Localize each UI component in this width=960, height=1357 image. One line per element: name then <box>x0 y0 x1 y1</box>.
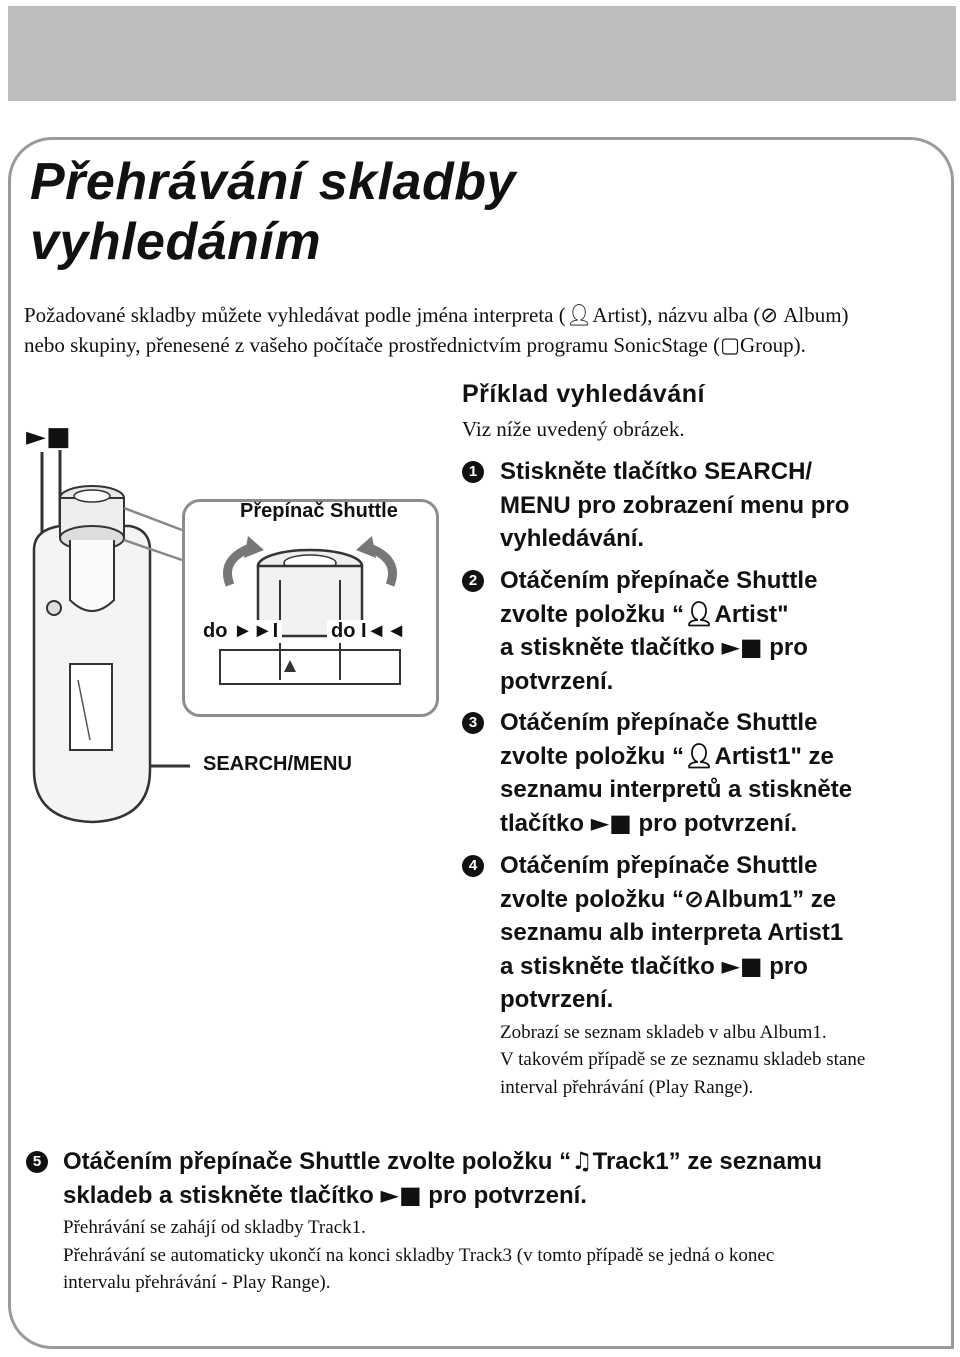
step-number: 4 <box>462 855 484 877</box>
person-icon: 👤︎ <box>684 599 715 628</box>
music-note-icon: ♫ <box>571 1147 593 1175</box>
folder-icon: ▢ <box>720 333 740 357</box>
step-number: 1 <box>462 461 484 483</box>
step-5-notes: Přehrávání se zahájí od skladby Track1. Přehrávání se automaticky ukončí na konci skladby Track3 (v tomto případě se jedná o konec intervalu přehrávání - Play Range). <box>63 1217 775 1293</box>
example-subtitle: Viz níže uvedený obrázek. <box>462 417 685 441</box>
callout-title: Přepínač Shuttle <box>240 500 398 522</box>
next-direction-label: do ►►I <box>203 620 282 643</box>
search-menu-label: SEARCH/MENU <box>203 753 352 775</box>
prev-direction-label: do I◄◄ <box>327 620 410 643</box>
device-illustration <box>20 440 190 830</box>
play-stop-icon: ►■ <box>721 633 763 661</box>
header-bar <box>8 6 956 101</box>
shuttle-dial-illustration <box>200 530 420 690</box>
person-icon: 👤︎ <box>565 303 593 327</box>
step-3: 3 Otáčením přepínače Shuttle zvolte položku “👤︎Artist1" ze seznamu interpretů a stiskněte tlačítko ►■ pro potvrzení. <box>462 706 932 840</box>
person-icon: 👤︎ <box>684 741 715 770</box>
play-stop-icon: ►■ <box>26 422 71 452</box>
step-4-notes: Zobrazí se seznam skladeb v albu Album1. V takovém případě se ze seznamu skladeb stane interval přehrávání (Play Range). <box>500 1021 866 1098</box>
step-4: 4 Otáčením přepínače Shuttle zvolte položku “⊘Album1” ze seznamu alb interpreta Artist1 a stiskněte tlačítko ►■ pro potvrzení. Zobrazí se seznam skladeb v albu Album1. V takovém případě se ze seznamu skladeb stane interval přehrávání (Play Range). <box>462 849 932 1101</box>
play-stop-icon: ►■ <box>590 808 632 837</box>
play-stop-icon: ►■ <box>721 951 763 980</box>
play-stop-icon: ►■ <box>380 1180 422 1209</box>
step-number: 5 <box>26 1151 48 1173</box>
step-1: 1 Stiskněte tlačítko SEARCH/ MENU pro zobrazení menu pro vyhledávání. <box>462 455 932 556</box>
step-number: 3 <box>462 712 484 734</box>
intro-paragraph: Požadované skladby můžete vyhledávat podle jména interpreta (👤︎Artist), názvu alba (⊘ Album) nebo skupiny, přenesené z vašeho počítače prostřednictvím programu SonicStage (▢Group). <box>24 303 849 357</box>
page-title: Přehrávání skladby vyhledáním <box>30 153 516 271</box>
disc-icon: ⊘ <box>684 884 705 913</box>
disc-icon: ⊘ <box>760 303 778 327</box>
example-heading: Příklad vyhledávání <box>462 380 705 408</box>
step-5: 5 Otáčením přepínače Shuttle zvolte položku “♫Track1” ze seznamu skladeb a stiskněte tlačítko ►■ pro potvrzení. Přehrávání se zahájí od skladby Track1. Přehrávání se automaticky ukončí na konci skladby Track3 (v tomto případě se jedná o konec intervalu přehrávání - Play Range). <box>26 1145 936 1297</box>
step-2: 2 Otáčením přepínače Shuttle zvolte položku “👤︎Artist" a stiskněte tlačítko ►■ pro potvrzení. <box>462 564 932 698</box>
step-number: 2 <box>462 570 484 592</box>
